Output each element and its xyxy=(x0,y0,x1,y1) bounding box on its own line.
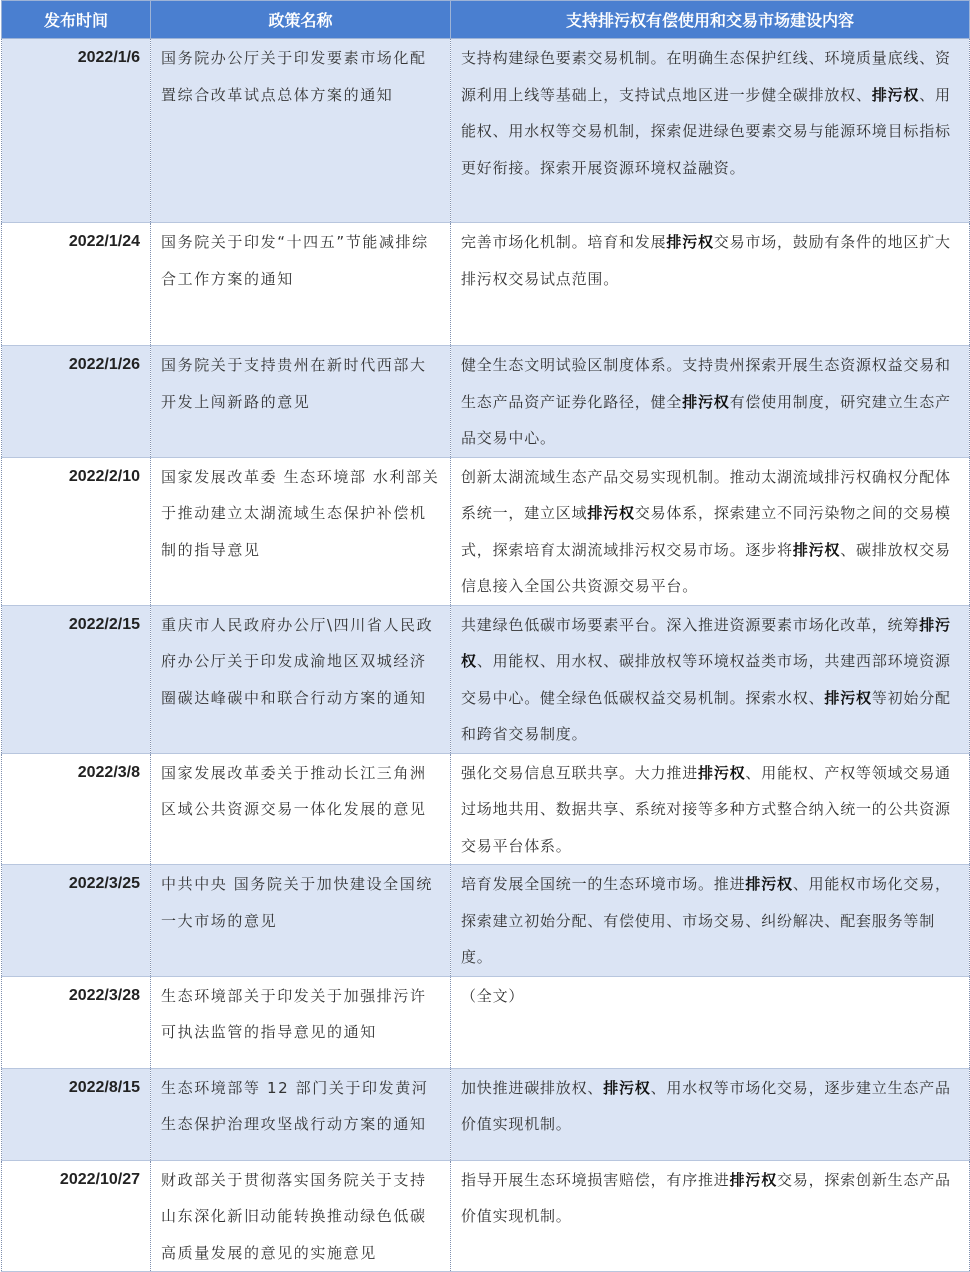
keyword-highlight: 排污权 xyxy=(698,763,746,782)
table-row xyxy=(2,1068,970,1160)
support-content-cell xyxy=(451,865,970,977)
header-policy-name: 政策名称 xyxy=(151,1,451,39)
policy-name-cell: 国家发展改革委关于推动长江三角洲区域公共资源交易一体化发展的意见 xyxy=(151,753,451,865)
table-row xyxy=(2,865,970,977)
table-row xyxy=(2,753,970,865)
policy-name-cell: 中共中央 国务院关于加快建设全国统一大市场的意见 xyxy=(151,865,451,977)
policy-name-cell: 国家发展改革委 生态环境部 水利部关于推动建立太湖流域生态保护补偿机制的指导意见 xyxy=(151,457,451,605)
table-header-row xyxy=(2,1,970,39)
policy-name-cell: 国务院关于印发“十四五”节能减排综合工作方案的通知 xyxy=(151,223,451,346)
support-content-cell xyxy=(451,605,970,753)
content-text: 、用能权、用水权、碳排放权等环境权益类市场，共建西部环境资源交易中心。健全绿色低碳权益交易机制。探索水权、 xyxy=(461,652,951,707)
content-text: 、用能权市场化交易，探索建立初始分配、有偿使用、市场交易、纠纷解决、配套服务等制度。 xyxy=(461,875,951,966)
header-support-content: 支持排污权有偿使用和交易市场建设内容 xyxy=(451,1,970,39)
content-text: 培育发展全国统一的生态环境市场。推进 xyxy=(461,875,746,893)
keyword-highlight: 排污权 xyxy=(603,1078,651,1097)
publish-date-cell: 2022/1/24 xyxy=(2,223,151,346)
content-text: 交易市场，鼓励有条件的地区扩大排污权交易试点范围。 xyxy=(461,233,951,288)
policy-name-cell: 重庆市人民政府办公厅\四川省人民政府办公厅关于印发成渝地区双城经济圈碳达峰碳中和联合行动方案的通知 xyxy=(151,605,451,753)
publish-date-cell: 2022/2/10 xyxy=(2,457,151,605)
keyword-highlight: 排污权 xyxy=(666,233,714,251)
content-text: 有偿使用制度，研究建立生态产品交易中心。 xyxy=(461,392,951,447)
support-content-cell xyxy=(451,39,970,223)
keyword-highlight: 排污权 xyxy=(792,540,841,559)
content-text: 、用水权等市场化交易，逐步建立生态产品价值实现机制。 xyxy=(461,1078,951,1133)
support-content-cell xyxy=(451,1068,970,1160)
publish-date-cell: 2022/3/25 xyxy=(2,865,151,977)
support-content-cell xyxy=(451,753,970,865)
publish-date-cell: 2022/1/6 xyxy=(2,39,151,223)
policy-name-cell: 财政部关于贯彻落实国务院关于支持山东深化新旧动能转换推动绿色低碳高质量发展的意见的实施意见 xyxy=(151,1160,451,1272)
publish-date-cell: 2022/3/8 xyxy=(2,753,151,865)
table-row xyxy=(2,223,970,346)
table-row xyxy=(2,346,970,458)
publish-date-cell: 2022/2/15 xyxy=(2,605,151,753)
support-content-cell xyxy=(451,346,970,458)
keyword-highlight: 排污权 xyxy=(871,85,920,104)
header-publish-date: 发布时间 xyxy=(2,1,151,39)
keyword-highlight: 排污权 xyxy=(745,875,793,893)
policy-name-cell: 生态环境部等 12 部门关于印发黄河生态保护治理攻坚战行动方案的通知 xyxy=(151,1068,451,1160)
keyword-highlight: 排污权 xyxy=(461,615,951,670)
table-body xyxy=(2,39,970,1272)
table-row xyxy=(2,1160,970,1272)
content-text: 完善市场化机制。培育和发展 xyxy=(461,233,667,251)
content-text: 加快推进碳排放权、 xyxy=(461,1078,604,1097)
content-text: 指导开展生态环境损害赔偿，有序推进 xyxy=(461,1170,730,1189)
publish-date-cell: 2022/8/15 xyxy=(2,1068,151,1160)
content-text: 创新太湖流域生态产品交易实现机制。推动太湖流域排污权确权分配体系统一，建立区域 xyxy=(461,467,951,522)
table-row xyxy=(2,39,970,223)
support-content-cell xyxy=(451,223,970,346)
keyword-highlight: 排污权 xyxy=(729,1170,778,1189)
keyword-highlight: 排污权 xyxy=(682,392,730,411)
content-text: 支持构建绿色要素交易机制。在明确生态保护红线、环境质量底线、资源利用上线等基础上，支持试点地区进一步健全碳排放权、 xyxy=(461,49,951,104)
content-text: 、碳排放权交易信息接入全国公共资源交易平台。 xyxy=(461,540,951,595)
keyword-highlight: 排污权 xyxy=(824,688,872,707)
table-row xyxy=(2,976,970,1068)
policy-name-cell: 国务院办公厅关于印发要素市场化配置综合改革试点总体方案的通知 xyxy=(151,39,451,223)
content-text: （全文） xyxy=(461,986,525,1005)
content-text: 等初始分配和跨省交易制度。 xyxy=(461,688,951,743)
publish-date-cell: 2022/3/28 xyxy=(2,976,151,1068)
support-content-cell xyxy=(451,1160,970,1272)
support-content-cell xyxy=(451,457,970,605)
content-text: 共建绿色低碳市场要素平台。深入推进资源要素市场化改革，统筹 xyxy=(461,615,920,634)
policy-table xyxy=(1,0,970,1272)
content-text: 、用能权、产权等领域交易通过场地共用、数据共享、系统对接等多种方式整合纳入统一的公共资源交易平台体系。 xyxy=(461,763,951,855)
content-text: 强化交易信息互联共享。大力推进 xyxy=(461,763,699,782)
content-text: 、用能权、用水权等交易机制，探索促进绿色要素交易与能源环境目标指标更好衔接。探索开展资源环境权益融资。 xyxy=(461,85,951,177)
policy-name-cell: 生态环境部关于印发关于加强排污许可执法监管的指导意见的通知 xyxy=(151,976,451,1068)
publish-date-cell: 2022/1/26 xyxy=(2,346,151,458)
content-text: 交易体系，探索建立不同污染物之间的交易模式，探索培育太湖流域排污权交易市场。逐步将 xyxy=(461,504,951,559)
support-content-cell xyxy=(451,976,970,1068)
table-row xyxy=(2,457,970,605)
keyword-highlight: 排污权 xyxy=(587,504,635,522)
publish-date-cell: 2022/10/27 xyxy=(2,1160,151,1272)
content-text: 交易，探索创新生态产品价值实现机制。 xyxy=(461,1170,951,1225)
table-row xyxy=(2,605,970,753)
policy-name-cell: 国务院关于支持贵州在新时代西部大开发上闯新路的意见 xyxy=(151,346,451,458)
content-text: 健全生态文明试验区制度体系。支持贵州探索开展生态资源权益交易和生态产品资产证券化路径，健全 xyxy=(461,356,951,411)
